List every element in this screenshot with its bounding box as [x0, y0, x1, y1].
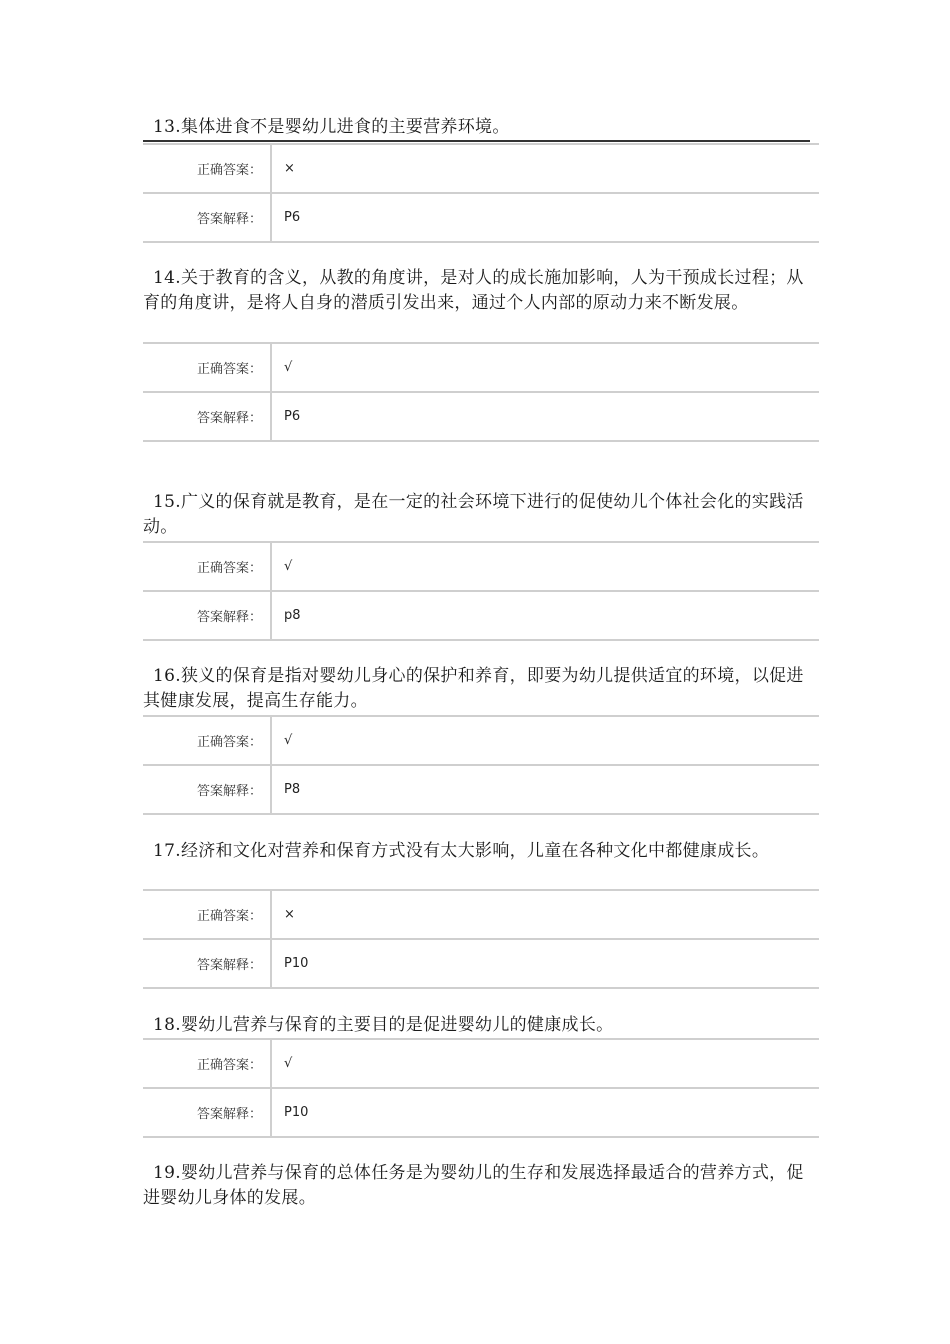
explanation-label: 答案解释：: [143, 1088, 271, 1137]
correct-answer-label: 正确答案：: [143, 1039, 271, 1088]
answer-table: [143, 143, 819, 243]
explanation-label: 答案解释：: [143, 392, 271, 441]
question-text: 婴幼儿营养与保育的总体任务是为婴幼儿的生存和发展选择最适合的营养方式，促进婴幼儿身体的发展。: [143, 1163, 804, 1208]
explanation-value: p8: [271, 591, 819, 640]
explanation-label: 答案解释：: [143, 939, 271, 988]
answer-table: [143, 342, 819, 442]
question-text: 广义的保育就是教育，是在一定的社会环境下进行的促使幼儿个体社会化的实践活动。: [143, 492, 804, 537]
question-number: 15.: [153, 492, 181, 512]
divider: [143, 140, 810, 142]
correct-answer-value: √: [271, 716, 819, 765]
question-number: 17.: [153, 841, 181, 861]
explanation-value: P6: [271, 392, 819, 441]
correct-answer-value: ×: [271, 890, 819, 939]
question-number: 18.: [153, 1015, 181, 1035]
correct-answer-label: 正确答案：: [143, 542, 271, 591]
question-text: 关于教育的含义，从教的角度讲，是对人的成长施加影响，人为干预成长过程；从育的角度讲，是将人自身的潜质引发出来，通过个人内部的原动力来不断发展。: [143, 268, 804, 313]
question-text: 经济和文化对营养和保育方式没有太大影响，儿童在各种文化中都健康成长。: [180, 841, 770, 861]
correct-answer-value: √: [271, 542, 819, 591]
correct-answer-value: √: [271, 1039, 819, 1088]
question-17: [143, 839, 811, 864]
question-text: 集体进食不是婴幼儿进食的主要营养环境。: [180, 117, 510, 137]
answer-table: [143, 889, 819, 989]
question-number: 16.: [153, 666, 181, 686]
explanation-label: 答案解释：: [143, 591, 271, 640]
question-16: [143, 664, 811, 714]
question-19: [143, 1161, 811, 1211]
answer-table: [143, 715, 819, 815]
correct-answer-value: ×: [271, 144, 819, 193]
question-number: 14.: [153, 268, 181, 288]
correct-answer-label: 正确答案：: [143, 343, 271, 392]
explanation-label: 答案解释：: [143, 765, 271, 814]
correct-answer-value: √: [271, 343, 819, 392]
answer-table: [143, 1038, 819, 1138]
explanation-label: 答案解释：: [143, 193, 271, 242]
explanation-value: P10: [271, 1088, 819, 1137]
correct-answer-label: 正确答案：: [143, 144, 271, 193]
question-text: 狭义的保育是指对婴幼儿身心的保护和养育，即要为幼儿提供适宜的环境，以促进其健康发展，提高生存能力。: [143, 666, 804, 711]
question-13: [143, 115, 811, 140]
explanation-value: P6: [271, 193, 819, 242]
explanation-value: P8: [271, 765, 819, 814]
question-18: [143, 1013, 811, 1038]
question-number: 19.: [153, 1163, 181, 1183]
correct-answer-label: 正确答案：: [143, 716, 271, 765]
explanation-value: P10: [271, 939, 819, 988]
question-number: 13.: [153, 117, 181, 137]
question-text: 婴幼儿营养与保育的主要目的是促进婴幼儿的健康成长。: [180, 1015, 614, 1035]
answer-table: [143, 541, 819, 641]
question-14: [143, 266, 811, 316]
question-15: [143, 490, 811, 540]
correct-answer-label: 正确答案：: [143, 890, 271, 939]
